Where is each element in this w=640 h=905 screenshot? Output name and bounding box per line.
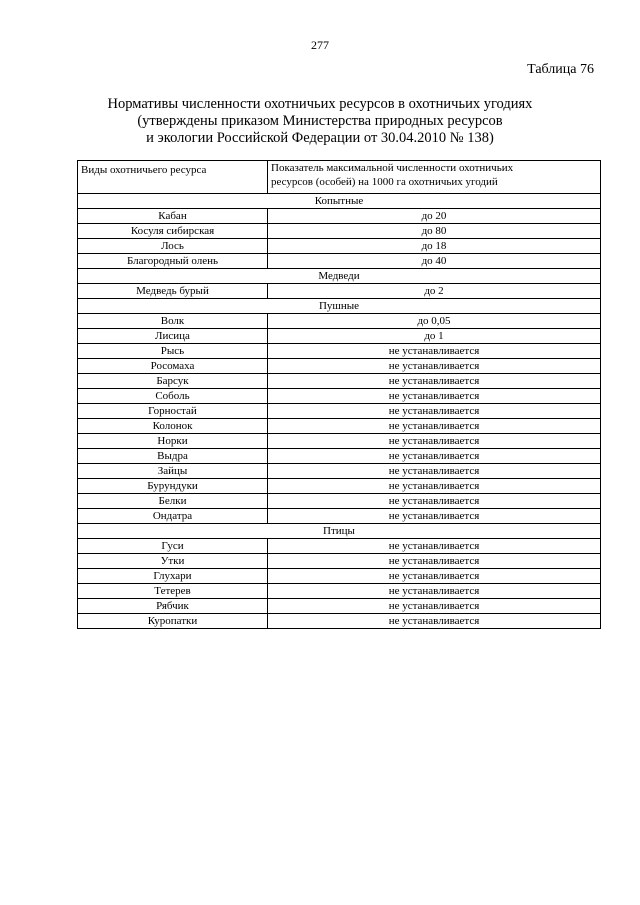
species-cell: Утки (78, 554, 268, 569)
species-cell: Медведь бурый (78, 284, 268, 299)
norm-value-cell: до 20 (268, 209, 601, 224)
species-cell: Горностай (78, 404, 268, 419)
norm-value-cell: до 2 (268, 284, 601, 299)
table-row (78, 209, 601, 224)
table-row (78, 344, 601, 359)
table-row (78, 224, 601, 239)
norm-value-cell: не устанавливается (268, 599, 601, 614)
species-cell: Куропатки (78, 614, 268, 629)
norm-value-cell: до 40 (268, 254, 601, 269)
group-title: Копытные (78, 194, 601, 209)
table-row (78, 254, 601, 269)
table-row (78, 464, 601, 479)
group-title: Медведи (78, 269, 601, 284)
species-cell: Барсук (78, 374, 268, 389)
species-cell: Гуси (78, 539, 268, 554)
species-cell: Ондатра (78, 509, 268, 524)
species-cell: Выдра (78, 449, 268, 464)
table-row (78, 284, 601, 299)
table-row (78, 614, 601, 629)
table-row (78, 434, 601, 449)
norm-value-cell: не устанавливается (268, 554, 601, 569)
species-cell: Глухари (78, 569, 268, 584)
norm-value-cell: не устанавливается (268, 344, 601, 359)
group-row (78, 194, 601, 209)
col1-header: Виды охотничьего ресурса (78, 161, 268, 194)
table-row (78, 374, 601, 389)
table-row (78, 539, 601, 554)
species-cell: Росомаха (78, 359, 268, 374)
table-row (78, 599, 601, 614)
species-cell: Волк (78, 314, 268, 329)
table-row (78, 404, 601, 419)
norm-value-cell: не устанавливается (268, 359, 601, 374)
norm-value-cell: не устанавливается (268, 464, 601, 479)
table-row (78, 329, 601, 344)
table-row (78, 239, 601, 254)
table-row (78, 389, 601, 404)
title-line-3: и экологии Российской Федерации от 30.04.2010 № 138) (146, 130, 494, 146)
norm-value-cell: не устанавливается (268, 434, 601, 449)
species-cell: Норки (78, 434, 268, 449)
norm-value-cell: не устанавливается (268, 449, 601, 464)
table-row (78, 359, 601, 374)
group-title: Пушные (78, 299, 601, 314)
col2-header (268, 161, 601, 194)
norm-value-cell: до 0,05 (268, 314, 601, 329)
group-row (78, 524, 601, 539)
species-cell: Тетерев (78, 584, 268, 599)
title-line-2: (утверждены приказом Министерства природных ресурсов (137, 113, 503, 129)
norm-value-cell: не устанавливается (268, 584, 601, 599)
table-header-row (78, 161, 601, 194)
norm-value-cell: не устанавливается (268, 374, 601, 389)
page-number: 277 (311, 38, 329, 52)
species-cell: Соболь (78, 389, 268, 404)
norm-value-cell: не устанавливается (268, 509, 601, 524)
norm-value-cell: не устанавливается (268, 479, 601, 494)
norm-value-cell: до 1 (268, 329, 601, 344)
species-cell: Лось (78, 239, 268, 254)
species-cell: Рябчик (78, 599, 268, 614)
table-row (78, 314, 601, 329)
species-cell: Кабан (78, 209, 268, 224)
table-row (78, 509, 601, 524)
species-cell: Рысь (78, 344, 268, 359)
group-title: Птицы (78, 524, 601, 539)
table-row (78, 584, 601, 599)
table-title (0, 96, 640, 147)
species-cell: Благородный олень (78, 254, 268, 269)
norm-value-cell: не устанавливается (268, 404, 601, 419)
table-row (78, 479, 601, 494)
species-cell: Белки (78, 494, 268, 509)
species-cell: Зайцы (78, 464, 268, 479)
norms-table (77, 160, 601, 629)
table-row (78, 554, 601, 569)
norm-value-cell: не устанавливается (268, 614, 601, 629)
group-row (78, 299, 601, 314)
col2-header-line-2: ресурсов (особей) на 1000 га охотничьих угодий (271, 176, 498, 188)
table-row (78, 449, 601, 464)
species-cell: Косуля сибирская (78, 224, 268, 239)
norm-value-cell: не устанавливается (268, 389, 601, 404)
table-row (78, 494, 601, 509)
title-line-1: Нормативы численности охотничьих ресурсов в охотничьих угодиях (107, 96, 533, 112)
table-label: Таблица 76 (527, 62, 594, 77)
norm-value-cell: не устанавливается (268, 569, 601, 584)
table-row (78, 419, 601, 434)
species-cell: Лисица (78, 329, 268, 344)
table-row (78, 569, 601, 584)
norm-value-cell: до 80 (268, 224, 601, 239)
col2-header-line-1: Показатель максимальной численности охотничьих (271, 162, 514, 174)
species-cell: Колонок (78, 419, 268, 434)
norm-value-cell: не устанавливается (268, 419, 601, 434)
norm-value-cell: не устанавливается (268, 539, 601, 554)
group-row (78, 269, 601, 284)
norm-value-cell: не устанавливается (268, 494, 601, 509)
species-cell: Бурундуки (78, 479, 268, 494)
norm-value-cell: до 18 (268, 239, 601, 254)
